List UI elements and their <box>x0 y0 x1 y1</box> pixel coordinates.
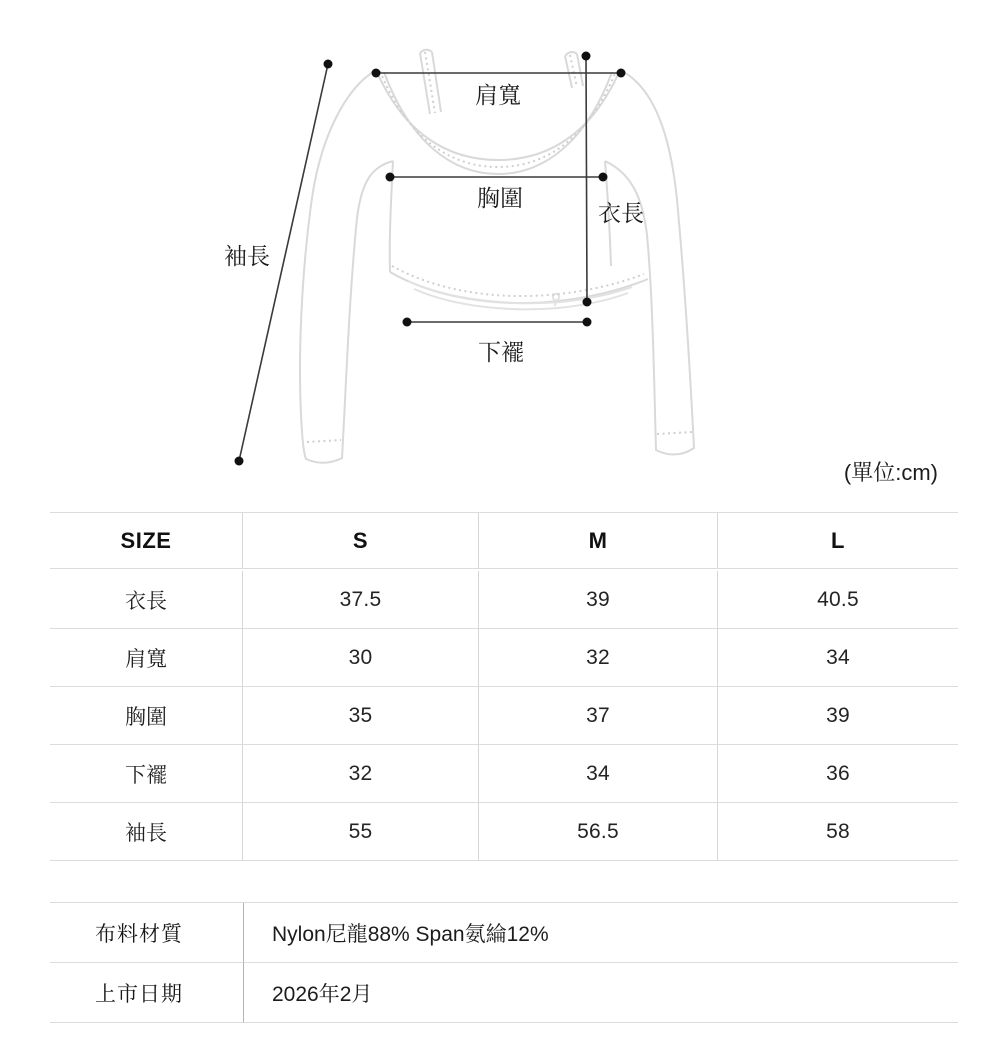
size-table-header-s: S <box>242 513 478 569</box>
row-chest-l: 39 <box>717 687 958 745</box>
size-table-header-size: SIZE <box>50 513 242 569</box>
row-hem-l: 36 <box>717 745 958 803</box>
row-length-label: 衣長 <box>50 571 242 629</box>
chest-label: 胸圍 <box>477 185 523 211</box>
shoulder-width-label: 肩寬 <box>475 82 521 108</box>
row-chest-m: 37 <box>478 687 717 745</box>
row-sleeve-l: 58 <box>717 803 958 861</box>
release-date-value: 2026年2月 <box>243 963 958 1023</box>
row-shoulder-label: 肩寬 <box>50 629 242 687</box>
row-hem-s: 32 <box>242 745 478 803</box>
row-chest-s: 35 <box>242 687 478 745</box>
hem-label: 下襬 <box>478 339 524 365</box>
release-date-label: 上市日期 <box>50 963 243 1023</box>
size-diagram <box>0 0 1000 500</box>
row-sleeve-m: 56.5 <box>478 803 717 861</box>
measurement-lines <box>239 56 621 461</box>
length-line <box>586 56 587 302</box>
fabric-label: 布料材質 <box>50 903 243 963</box>
row-sleeve-s: 55 <box>242 803 478 861</box>
row-shoulder-m: 32 <box>478 629 717 687</box>
row-hem-m: 34 <box>478 745 717 803</box>
row-length-m: 39 <box>478 571 717 629</box>
row-length-l: 40.5 <box>717 571 958 629</box>
stitch-lines <box>307 52 692 442</box>
garment-illustration <box>0 0 1000 500</box>
unit-note: (單位:cm) <box>843 460 938 485</box>
row-length-s: 37.5 <box>242 571 478 629</box>
row-sleeve-label: 袖長 <box>50 803 242 861</box>
garment-length-label: 衣長 <box>598 200 644 226</box>
size-table-header-l: L <box>717 513 958 569</box>
product-info-table <box>50 902 958 1023</box>
row-hem-label: 下襬 <box>50 745 242 803</box>
size-table <box>50 512 958 861</box>
fabric-value: Nylon尼龍88% Span氨綸12% <box>243 903 958 963</box>
row-shoulder-l: 34 <box>717 629 958 687</box>
row-shoulder-s: 30 <box>242 629 478 687</box>
row-chest-label: 胸圍 <box>50 687 242 745</box>
garment-outline <box>300 50 694 463</box>
size-table-header-m: M <box>478 513 717 569</box>
sleeve-length-label: 袖長 <box>224 243 270 269</box>
